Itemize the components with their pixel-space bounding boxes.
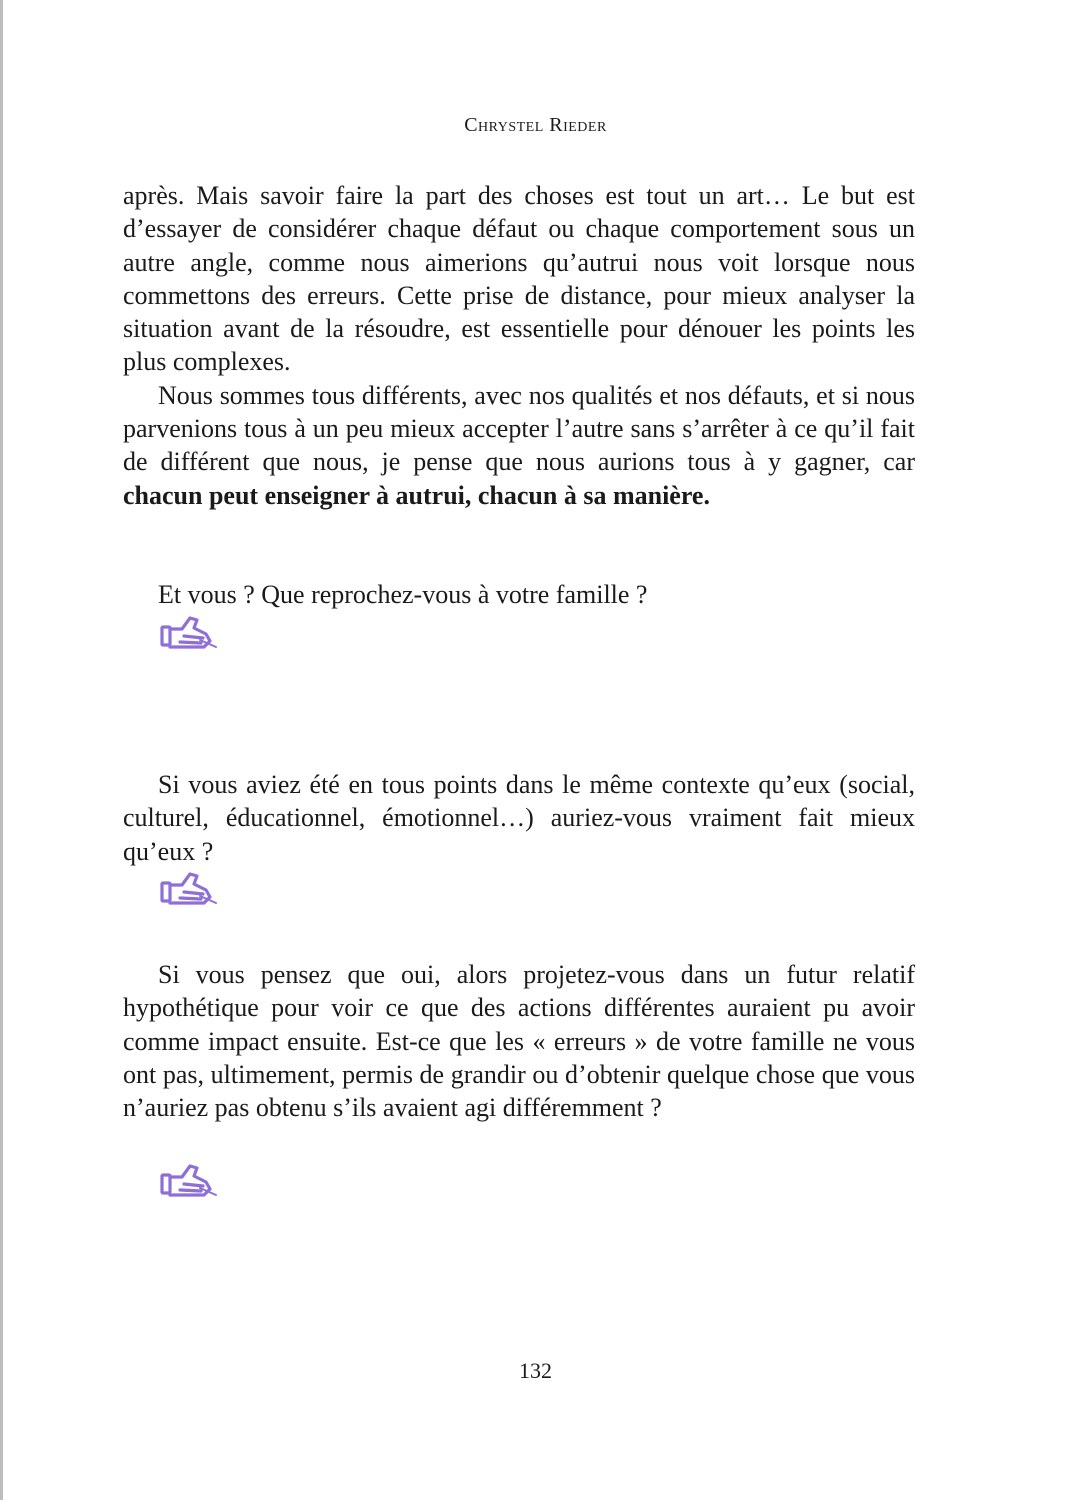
writing-hand-icon [160,614,218,650]
writing-hand-icon [160,870,218,906]
page-number: 132 [519,1358,552,1383]
question-3: Si vous pensez que oui, alors projetez-vous dans un futur relatif hypothétique pour voir ce que des actions différentes auraient pu avoir comme impact ensuite. Est-ce que les « erreurs » de votre famille ne vous ont pas, ultimement, permis de grandir ou d’obtenir quelque chose que vous n’auriez pas obtenu s’ils avaient agi différemment ? [123,960,915,1123]
question-2-block [123,768,915,868]
paragraph-2 [123,379,915,512]
paragraph-2-text: Nous sommes tous différents, avec nos qualités et nos défauts, et si nous parvenions tous à un peu mieux accepter l’autre sans s’arrêter à ce qu’il fait de différent que nous, je pense que nous aurions tous à y gagner, car [123,380,915,477]
main-text [123,179,915,512]
question-1-block [123,578,915,611]
writing-hand-icon [160,1162,218,1198]
question-3-block [123,958,915,1124]
question-1: Et vous ? Que reprochez-vous à votre famille ? [158,580,648,609]
page-edge [0,0,3,1500]
running-head: Chrystel Rieder [464,114,607,136]
paragraph-1: après. Mais savoir faire la part des choses est tout un art… Le but est d’essayer de considérer chaque défaut ou chaque comportement sous un autre angle, comme nous aimerions qu’autrui nous voit lorsque nous commettons des erreurs. Cette prise de distance, pour mieux analyser la situation avant de la résoudre, est essentielle pour dénouer les points les plus complexes. [123,181,915,377]
question-2: Si vous aviez été en tous points dans le même contexte qu’eux (social, culturel, éducationnel, émotionnel…) auriez-vous vraiment fait mieux qu’eux ? [123,770,915,866]
paragraph-2-bold: chacun peut enseigner à autrui, chacun à sa manière. [123,480,710,510]
